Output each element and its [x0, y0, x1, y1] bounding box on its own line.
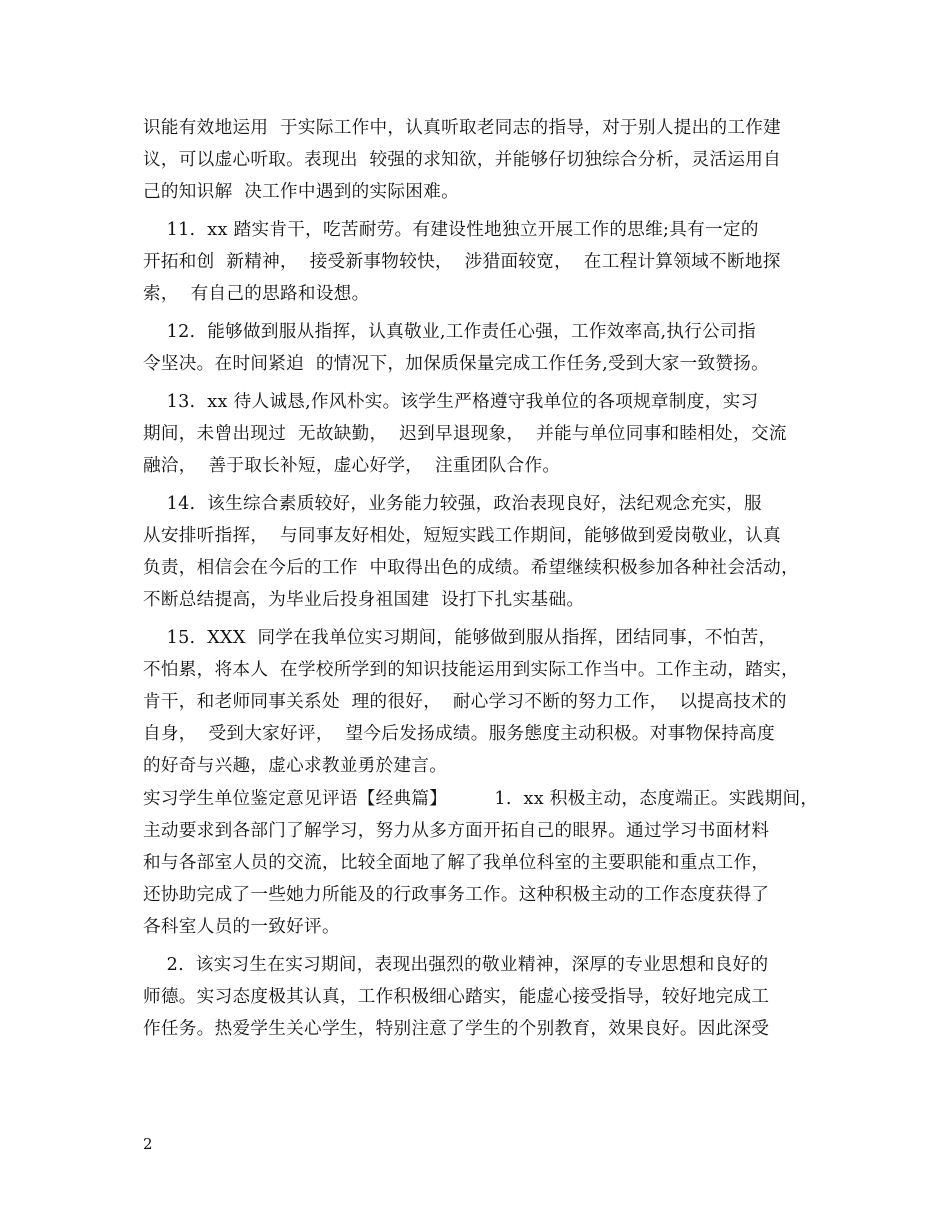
- text-line: 自身， 受到大家好评， 望今后发扬成绩。服务態度主动积极。对事物保持高度: [143, 724, 775, 744]
- text-line: 开拓和创 新精神， 接受新事物较快， 涉猎面较宽， 在工程计算领域不断地探: [143, 252, 781, 272]
- text-line: 和与各部室人员的交流，比较全面地了解了我单位科室的主要职能和重点工作，: [143, 853, 770, 873]
- text-line: 肯干，和老师同事关系处 理的很好， 耐心学习不断的努力工作， 以提高技术的: [143, 692, 787, 712]
- text-line: 己的知识解 决工作中遇到的实际困难。: [143, 182, 459, 202]
- text-line: 负责，相信会在今后的工作 中取得出色的成绩。希望继续积极参加各种社会活动，: [143, 558, 799, 578]
- document-body: [143, 112, 823, 1045]
- text-line: 师德。实习态度极其认真，工作积极细心踏实，能虚心接受指导，较好地完成工: [143, 987, 770, 1007]
- text-line: 的好奇与兴趣，虚心求教並勇於建言。: [143, 756, 448, 776]
- text-line: 12. 能够做到服从指挥，认真敬业,工作责任心强，工作效率高,执行公司指: [143, 322, 756, 342]
- text-line: 各科室人员的一致好评。: [143, 917, 340, 937]
- text-line: 作任务。热爱学生关心学生，特别注意了学生的个别教育，效果良好。因此深受: [143, 1019, 770, 1039]
- text-line: 期间，未曾出现过 无故缺勤， 迟到早退现象， 并能与单位同事和睦相处，交流: [143, 424, 787, 444]
- page-number: 2: [143, 1135, 153, 1153]
- section-heading-line: 实习学生单位鉴定意见评语【经典篇】 1. xx 积极主动，态度端正。实践期间，: [143, 789, 819, 809]
- text-line: 14. 该生综合素质较好，业务能力较强，政治表现良好，法纪观念充实，服: [143, 494, 762, 514]
- text-line: 融洽， 善于取长补短，虚心好学， 注重团队合作。: [143, 456, 561, 476]
- text-line: 索， 有自己的思路和设想。: [143, 284, 370, 304]
- text-line: 议，可以虚心听取。表现出 较强的求知欲，并能够仔切独综合分析，灵活运用自: [143, 150, 782, 170]
- text-line: 主动要求到各部门了解学习，努力从多方面开拓自己的眼界。通过学习书面材料: [143, 821, 770, 841]
- text-line: 2. 该实习生在实习期间，表现出强烈的敬业精神，深厚的专业思想和良好的: [143, 955, 769, 975]
- text-line: 11. xx 踏实肯干，吃苦耐劳。有建设性地独立开展工作的思维;具有一定的: [143, 220, 759, 240]
- text-line: 识能有效地运用 于实际工作中，认真听取老同志的指导，对于别人提出的工作建: [143, 118, 782, 138]
- text-line: 15. XXX 同学在我单位实习期间，能够做到服从指挥，团结同事，不怕苦，: [143, 628, 777, 648]
- text-line: 不怕累，将本人 在学校所学到的知识技能运用到实际工作当中。工作主动，踏实，: [143, 660, 799, 680]
- text-line: 不断总结提高，为毕业后投身祖国建 设打下扎实基础。: [143, 590, 585, 610]
- text-line: 还协助完成了一些她力所能及的行政事务工作。这种积极主动的工作态度获得了: [143, 885, 770, 905]
- text-line: 令坚决。在时间紧迫 的情况下，加保质保量完成工作任务,受到大家一致赞扬。: [143, 354, 770, 374]
- text-line: 13. xx 待人诚恳,作风朴实。该学生严格遵守我单位的各项规章制度，实习: [143, 392, 759, 412]
- text-line: 从安排听指挥， 与同事友好相处，短短实践工作期间，能够做到爱岗敬业，认真: [143, 526, 782, 546]
